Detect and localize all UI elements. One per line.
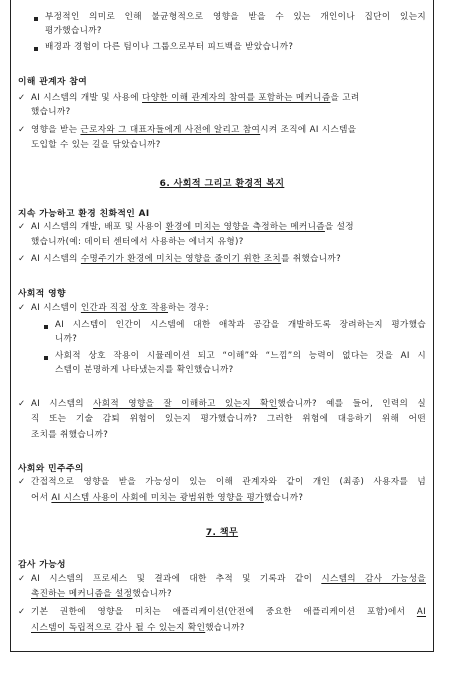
question-line: AI 시스템의 수명주기가 환경에 미치는 영향을 줄이기 위한 조치를 취했습니까?	[31, 254, 341, 264]
bullet-line: 니까?	[55, 334, 78, 344]
question-line: 영향을 받는 근로자와 그 대표자들에게 사전에 알리고 참여시켜 조직에 AI 시스템을	[31, 125, 357, 135]
check-icon: ✓	[18, 303, 26, 313]
subsection-heading: 사회적 영향	[18, 289, 66, 299]
question-line: 조치를 취했습니까?	[31, 430, 109, 440]
question-line: 간접적으로 영향을 받을 가능성이 있는 이해 관계자와 같이 개인 (최종) 사용자를 넘	[31, 477, 426, 487]
check-icon: ✓	[18, 93, 26, 103]
question-line: 했습니까(예: 데이터 센터에서 사용하는 에너지 유형)?	[31, 237, 244, 247]
check-icon: ✓	[18, 607, 26, 617]
subsection-heading: 지속 가능하고 환경 친화적인 AI	[18, 209, 150, 219]
check-icon: ✓	[18, 574, 26, 584]
subsection-heading: 사회와 민주주의	[18, 464, 84, 474]
question-line: 도입할 수 있는 길을 닦았습니까?	[31, 140, 161, 150]
check-icon: ✓	[18, 222, 26, 232]
check-icon: ✓	[18, 125, 26, 135]
subsection-heading: 감사 가능성	[18, 560, 66, 570]
check-icon: ✓	[18, 399, 26, 409]
bullet-line: 평가했습니까?	[45, 26, 102, 36]
bullet-square	[34, 47, 38, 51]
bullet-line: 부정적인 의미로 인해 불균형적으로 영향을 받을 수 있는 개인이나 집단이 있는지	[45, 12, 426, 22]
question-line: 했습니까?	[31, 107, 71, 117]
bullet-line: 사회적 상호 작용이 시뮬레이션 되고 “이해”와 “느낌”의 능력이 없다는 것을 AI 시	[55, 351, 426, 361]
section-title: 7. 책무	[205, 528, 239, 538]
question-line: 시스템이 독립적으로 감사 될 수 있는지 확인했습니까?	[31, 623, 245, 633]
check-icon: ✓	[18, 254, 26, 264]
subsection-heading: 이해 관계자 참여	[18, 77, 88, 87]
section-title: 6. 사회적 그리고 환경적 복지	[159, 179, 285, 189]
bullet-square	[34, 17, 38, 21]
question-line: AI 시스템이 인간과 직접 상호 작용하는 경우:	[31, 303, 209, 313]
question-line: 어서 AI 시스템 사용이 사회에 미치는 광범위한 영향을 평가했습니까?	[31, 493, 304, 503]
bullet-square	[44, 325, 48, 329]
question-line: AI 시스템의 개발 및 사용에 다양한 이해 관계자의 참여를 포함하는 메커니즘을 고려	[31, 93, 360, 103]
question-line: AI 시스템의 사회적 영향을 잘 이해하고 있는지 확인했습니까? 예를 들어, 인력의 실	[31, 399, 427, 409]
question-line: AI 시스템의 개발, 배포 및 사용이 환경에 미치는 영향을 측정하는 메커니즘을 설정	[31, 222, 354, 232]
question-line: 촉진하는 메커니즘을 설정했습니까?	[31, 589, 172, 599]
bullet-square	[44, 356, 48, 360]
bullet-line: 스템이 분명하게 나타냈는지를 확인했습니까?	[55, 365, 234, 375]
bullet-line: AI 시스템이 인간이 시스템에 대한 애착과 공감을 개발하도록 장려하는지 평가했습	[55, 320, 426, 330]
question-line: 직 또는 기술 감퇴 위험이 있는지 평가했습니까? 그러한 위험에 대응하기 위해 어떤	[31, 414, 426, 424]
check-icon: ✓	[18, 477, 26, 487]
question-line: AI 시스템의 프로세스 및 결과에 대한 추적 및 기록과 같이 시스템의 감사 가능성을	[31, 574, 426, 584]
question-line: 기본 권한에 영향을 미치는 애플리케이션(안전에 중요한 애플리케이션 포함)에서 AI	[31, 607, 426, 617]
bullet-line: 배경과 경험이 다른 팀이나 그룹으로부터 피드백을 받았습니까?	[45, 42, 294, 52]
